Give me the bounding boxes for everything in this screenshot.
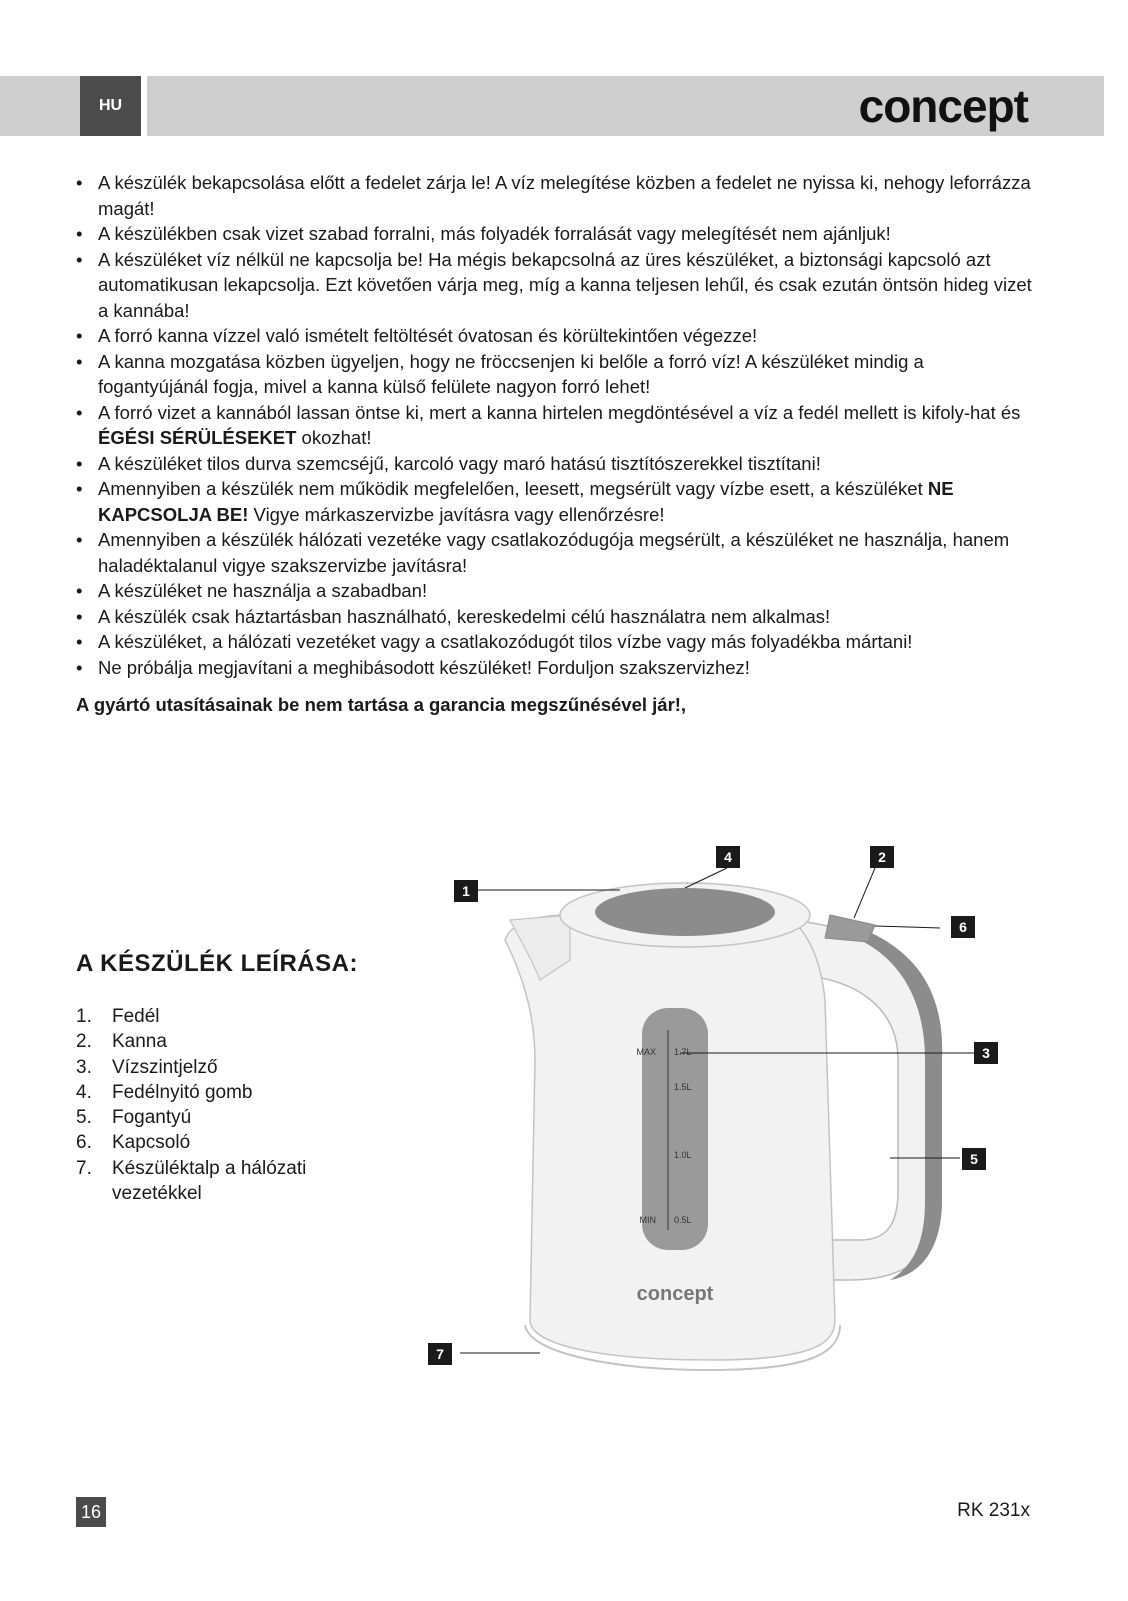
water-level-window (639, 1008, 708, 1250)
language-badge: HU (80, 76, 141, 136)
safety-item: • A kanna mozgatása közben ügyeljen, hogy ne fröccsenjen ki belőle a forró víz! A készüléket mindig a fogantyújánál fogja, mivel a kanna külső felülete nagyon forró lehet! (76, 349, 1036, 400)
safety-item: • A készüléket tilos durva szemcséjű, karcoló vagy maró hatású tisztítószerekkel tisztítani! (76, 451, 1036, 477)
part-item: 1. Fedél (76, 1006, 160, 1027)
part-item: 2. Kanna (76, 1031, 167, 1053)
safety-list (76, 170, 1036, 680)
safety-item: • A készülékben csak vizet szabad forralni, más folyadék forralását vagy melegítését nem ajánljuk! (76, 221, 1036, 247)
callout-3 (974, 1042, 998, 1064)
safety-item: • A forró kanna vízzel való ismételt feltöltését óvatosan és körültekintően végezze! (76, 323, 1036, 349)
kettle-lid (595, 888, 775, 936)
svg-text:5: 5 (970, 1151, 978, 1167)
scale-mark-10: 1.0L (674, 1150, 692, 1160)
warranty-warning: A gyártó utasításainak be nem tartása a garancia megszűnésével jár!, (76, 694, 687, 715)
model-number: RK 231x (957, 1500, 1030, 1521)
svg-text:1: 1 (462, 883, 470, 899)
safety-item: • A készülék csak háztartásban használható, kereskedelmi célú használatra nem alkalmas! (76, 604, 1036, 630)
svg-text:3: 3 (982, 1045, 990, 1061)
section-title: A KÉSZÜLÉK LEÍRÁSA: (76, 950, 358, 977)
callout-6 (951, 916, 975, 938)
scale-mark-15: 1.5L (674, 1082, 692, 1092)
callout-5 (962, 1148, 986, 1170)
page-number: 16 (76, 1497, 106, 1527)
scale-mark-17: 1.7L (674, 1047, 692, 1057)
callout-line-2 (854, 868, 875, 918)
part-item: 3. Vízszintjelző (76, 1056, 218, 1078)
callout-line-6 (875, 926, 940, 928)
scale-min-label: MIN (639, 1215, 656, 1225)
brand-logo: concept (858, 80, 1028, 132)
kettle-figure (420, 840, 1020, 1400)
callout-2 (870, 846, 894, 868)
part-item: 7. Készüléktalp a hálózati vezetékkel (76, 1157, 307, 1205)
scale-mark-05: 0.5L (674, 1215, 692, 1225)
kettle-brand: concept (636, 1283, 714, 1305)
safety-item: • Amennyiben a készülék nem működik megfelelően, leesett, megsérült vagy vízbe esett, a készüléket NE KAPCSOLJA BE! Vigye márkaszervizbe javításra vagy ellenőrzésre! (76, 476, 1036, 527)
safety-item: • A forró vizet a kannából lassan öntse ki, mert a kanna hirtelen megdöntésével a víz a fedél mellett is kifoly-hat és ÉGÉSI SÉRÜLÉSEKET okozhat! (76, 400, 1036, 451)
svg-text:6: 6 (959, 919, 967, 935)
svg-text:7: 7 (436, 1346, 444, 1362)
callout-7 (428, 1343, 452, 1365)
part-item: 5. Fogantyú (76, 1107, 192, 1129)
callout-1 (454, 880, 478, 902)
svg-text:2: 2 (878, 849, 886, 865)
scale-max-label: MAX (636, 1047, 656, 1057)
safety-item: • A készüléket, a hálózati vezetéket vagy a csatlakozódugót tilos vízbe vagy más folyadékba mártani! (76, 629, 1036, 655)
header-divider (141, 76, 147, 136)
safety-item: • Ne próbálja megjavítani a meghibásodott készüléket! Forduljon szakszervizhez! (76, 655, 1036, 681)
part-item: 6. Kapcsoló (76, 1132, 191, 1154)
svg-text:4: 4 (724, 849, 732, 865)
safety-item: • A készülék bekapcsolása előtt a fedelet zárja le! A víz melegítése közben a fedelet ne nyissa ki, nehogy leforrázza magát! (76, 170, 1036, 221)
callout-4 (716, 846, 740, 868)
part-item: 4. Fedélnyitó gomb (76, 1081, 253, 1103)
safety-item: • Amennyiben a készülék hálózati vezetéke vagy csatlakozódugója megsérült, a készüléket ne használja, hanem haladéktalanul vigye szakszervizbe javításra! (76, 527, 1036, 578)
parts-list (76, 1004, 376, 1206)
kettle-switch (825, 915, 875, 942)
safety-item: • A készüléket víz nélkül ne kapcsolja be! Ha mégis bekapcsolná az üres készüléket, a biztonsági kapcsoló azt automatikusan lekapcsolja. Ezt követően várja meg, míg a kanna teljesen lehűl, és csak ezután öntsön hideg vizet a kannába! (76, 247, 1036, 324)
safety-item: • A készüléket ne használja a szabadban! (76, 578, 1036, 604)
